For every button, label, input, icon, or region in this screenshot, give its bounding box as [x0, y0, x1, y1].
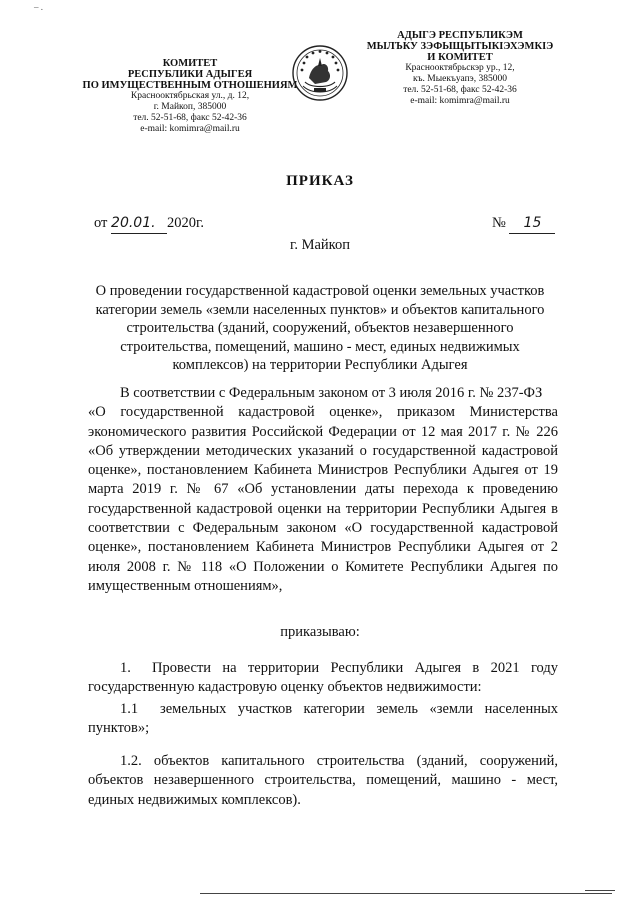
preamble-line: имущественным отношениям», [88, 577, 283, 594]
city-line: г. Майкоп [290, 237, 350, 253]
item-1-line1 [88, 659, 558, 678]
header-right-email: e-mail: komimra@mail.ru [410, 96, 510, 106]
item-1-number: 1. [120, 660, 131, 676]
preamble-line: июля 2008 г. № 118 «О Положении о Комитете Республики Адыгея по [88, 558, 558, 575]
header-left-address: Краснооктябрьская ул., д. 12, [130, 91, 250, 101]
emblem-icon [291, 44, 349, 102]
item-1-text: Провести на территории Республики Адыгея в 2021 году [152, 660, 558, 676]
item-1-1-number: 1.1 [120, 700, 139, 717]
preamble-line: соответствии с Федеральным законом «О государственной кадастровой [88, 520, 558, 537]
preamble-line: марта 2019 г. № 67 «Об установлении даты перехода к проведению [88, 481, 558, 498]
order-items [88, 659, 558, 810]
subject-line: строительства (зданий, сооружений, объектов незавершенного [126, 320, 514, 336]
header-left [80, 58, 300, 135]
order-number [492, 214, 555, 234]
header-left-email: e-mail: komimra@mail.ru [140, 124, 240, 134]
header-right-line1: АДЫГЭ РЕСПУБЛИКЭМ [397, 30, 523, 41]
preamble-line: В соответствии с Федеральным законом от 3 июля 2016 г. № 237-ФЗ [120, 385, 543, 401]
header-right-line2: МЫЛЪКУ ЗЭФЫЩЫТЫКIЭХЭМКIЭ [366, 41, 554, 52]
date-handwritten: 20.01. [111, 214, 167, 234]
order-subject [70, 282, 570, 375]
item-1-2-line3: единых недвижимых комплексов). [88, 791, 301, 808]
item-1-line2: государственную кадастровую оценку объектов недвижимости: [88, 679, 482, 696]
item-1-2-line1: 1.2. объектов капитального строительства (зданий, сооружений, [120, 753, 558, 770]
subject-line: комплексов) на территории Республики Адыгея [172, 357, 468, 373]
item-1-1-text: земельных участков категории земель «земли населенных [160, 700, 558, 717]
subject-line: строительства, помещений, машино - мест, единых недвижимых [120, 338, 520, 355]
preamble-paragraph [88, 384, 558, 596]
preamble-line: «О государственной кадастровой оценке», приказом Министерства [88, 404, 558, 421]
header-right-line3: И КОМИТЕТ [427, 52, 493, 63]
subject-line: категории земель «земли населенных пунктов» и объектов капитального [95, 301, 545, 318]
order-date [94, 214, 204, 234]
date-prefix: от [94, 215, 108, 231]
header-right-phone: тел. 52-51-68, факс 52-42-36 [403, 85, 517, 95]
preamble-line: экономического развития Российской Федерации от 12 мая 2017 г. № 226 [88, 423, 558, 440]
header-left-line2: РЕСПУБЛИКИ АДЫГЕЯ [127, 69, 253, 80]
number-prefix: № [492, 215, 506, 231]
header-right-address: Краснооктябрьскэр ур., 12, [405, 63, 515, 73]
coat-of-arms-emblem [291, 44, 349, 102]
scan-marks: – . [34, 2, 43, 12]
header-left-line1: КОМИТЕТ [162, 58, 218, 69]
order-word: приказываю: [280, 624, 360, 640]
date-suffix: 2020г. [167, 215, 204, 231]
header-right-city: къ. Мыекъуапэ, 385000 [413, 74, 507, 84]
document-title: ПРИКАЗ [286, 173, 354, 189]
item-1-1-line2: пунктов»; [88, 719, 150, 736]
subject-line: О проведении государственной кадастровой оценки земельных участков [95, 283, 545, 299]
header-left-line3: ПО ИМУЩЕСТВЕННЫМ ОТНОШЕНИЯМ [82, 80, 298, 91]
item-1-1-line1 [88, 700, 558, 719]
number-handwritten: 15 [509, 214, 555, 234]
header-left-phone: тел. 52-51-68, факс 52-42-36 [133, 113, 247, 123]
item-1-2-line2: объектов незавершенного строительства, помещений, машино - мест, [88, 772, 558, 789]
preamble-line: оценке», постановлением Кабинета Министров Республики Адыгея от 2 [88, 539, 558, 556]
bottom-scan-line [200, 893, 612, 894]
preamble-line: оценке», постановлением Кабинета Министров Республики Адыгея от 19 [88, 462, 558, 479]
bottom-scan-line-right [585, 890, 615, 891]
preamble-line: государственной кадастровой оценки на территории Республики Адыгея в [88, 500, 558, 517]
header-left-city: г. Майкоп, 385000 [153, 102, 227, 112]
preamble-line: «Об утверждении методических указаний о государственной кадастровой [88, 442, 558, 459]
header-right [345, 30, 575, 107]
